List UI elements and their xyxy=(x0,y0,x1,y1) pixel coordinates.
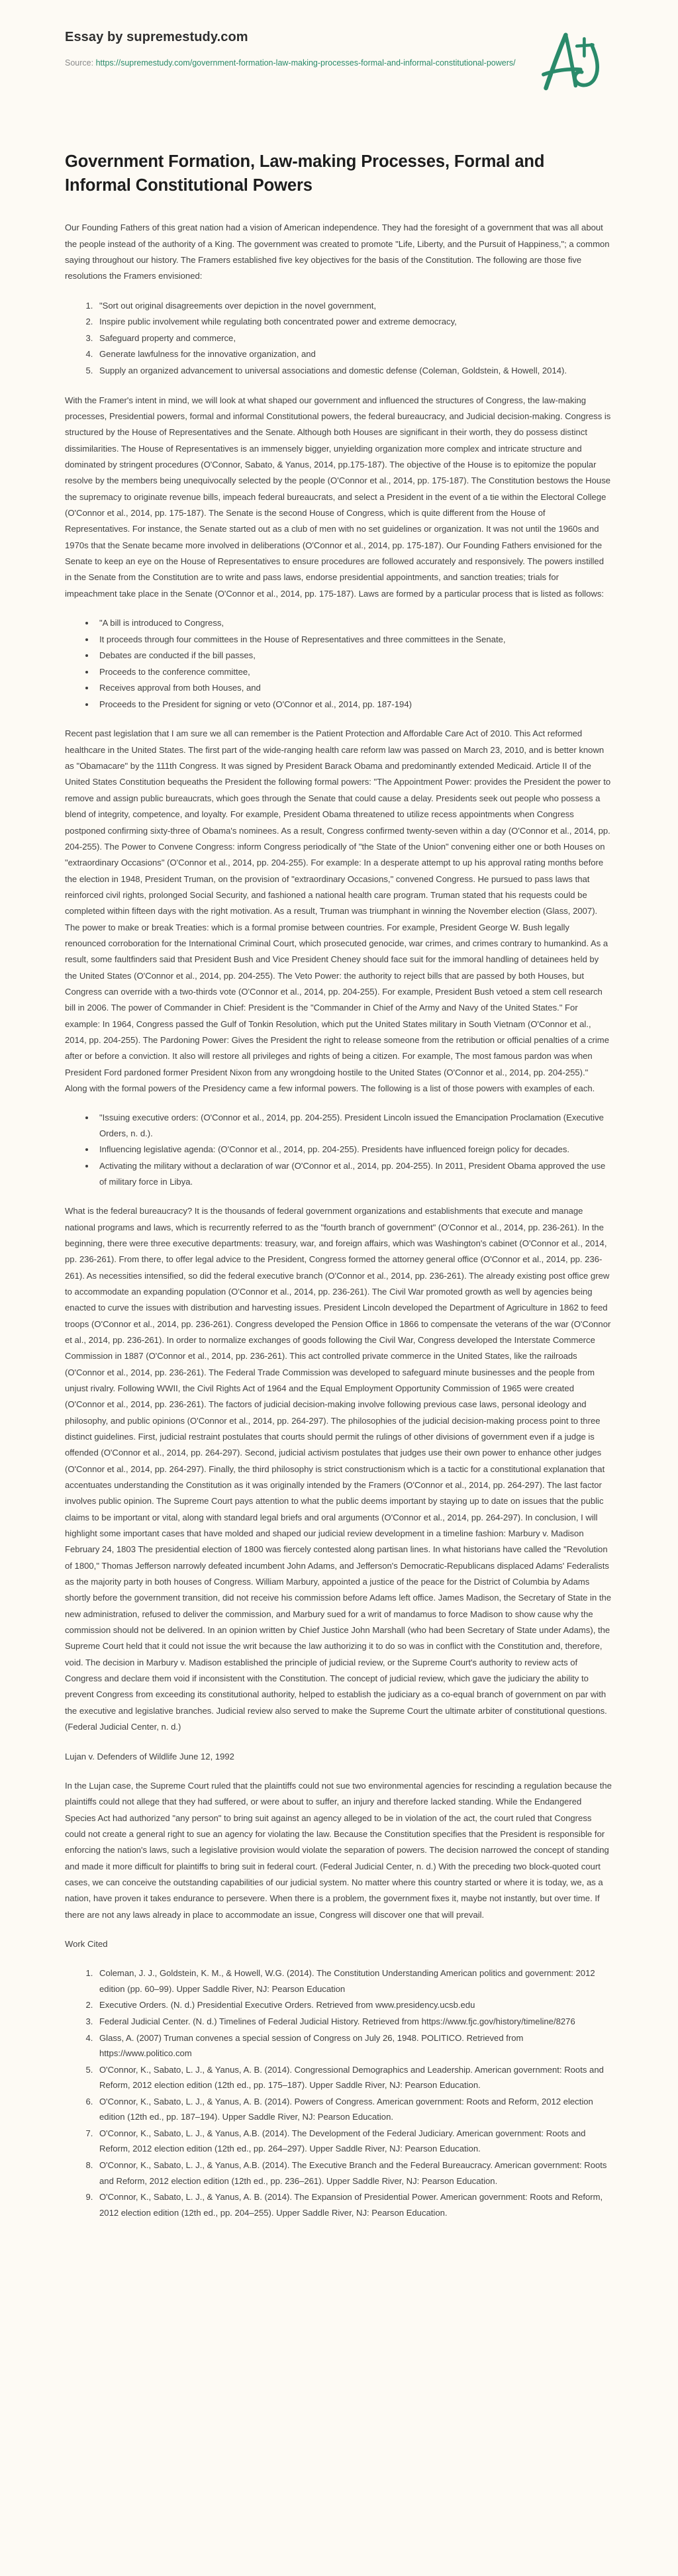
list-item: • "Issuing executive orders: (O'Connor et al., 2014, pp. 204-255). President Lincoln issued the Emancipation Proclamation (Executive Orders, n. d.). xyxy=(95,1110,612,1141)
list-item: • Activating the military without a declaration of war (O'Connor et al., 2014, pp. 204-255). In 2011, President Obama approved the use of military force in Libya. xyxy=(95,1158,612,1189)
list-item: 3. Safeguard property and commerce, xyxy=(95,330,612,346)
list-item: • "A bill is introduced to Congress, xyxy=(95,615,612,631)
lujan-case-heading: Lujan v. Defenders of Wildlife June 12, 1992 xyxy=(65,1751,234,1761)
reference-item: 1. Coleman, J. J., Goldstein, K. M., & Howell, W.G. (2014). The Constitution Understanding American politics and government: 2012 edition (pp. 60–99). Upper Saddle River, NJ: Pearson Education xyxy=(95,1965,612,1997)
article-body xyxy=(0,150,678,2220)
list-item: 2. Inspire public involvement while regulating both concentrated power and extreme democracy, xyxy=(95,314,612,330)
page-header xyxy=(0,0,678,98)
list-item: • Debates are conducted if the bill passes, xyxy=(95,648,612,664)
reference-item: 4. Glass, A. (2007) Truman convenes a special session of Congress on July 26, 1948. POLITICO. Retrieved from https://www.politico.com xyxy=(95,2030,612,2061)
source-url-link[interactable]: https://supremestudy.com/government-formation-law-making-processes-formal-and-informal-constitutional-powers/ xyxy=(95,58,516,68)
lawmaking-steps-list xyxy=(65,615,612,712)
page-title: Government Formation, Law-making Processes, Formal and Informal Constitutional Powers xyxy=(65,152,545,195)
source-label: Source: xyxy=(65,58,96,68)
reference-item: 5. O'Connor, K., Sabato, L. J., & Yanus, A. B. (2014). Congressional Demographics and Leadership. American government: Roots and Reform, 2012 election edition (12th ed., pp. 175–187). Upper Saddle River, NJ: Pearson Education. xyxy=(95,2062,612,2093)
list-item: • Proceeds to the President for signing or veto (O'Connor et al., 2014, pp. 187-194) xyxy=(95,697,612,713)
list-item: 1. "Sort out original disagreements over depiction in the novel government, xyxy=(95,298,612,314)
list-item: 5. Supply an organized advancement to universal associations and domestic defense (Coleman, Goldstein, & Howell, 2014). xyxy=(95,363,612,379)
reference-item: 6. O'Connor, K., Sabato, L. J., & Yanus, A. B. (2014). Powers of Congress. American government: Roots and Reform, 2012 election edition (12th ed., pp. 187–194). Upper Saddle River, NJ: Pearson Education. xyxy=(95,2094,612,2125)
reference-item: 7. O'Connor, K., Sabato, L. J., & Yanus, A.B. (2014). The Development of the Federal Judiciary. American government: Roots and Reform, 2012 election edition (12th ed., pp. 264–297). Upper Saddle River, NJ: Pearson Education. xyxy=(95,2126,612,2157)
reference-item: 8. O'Connor, K., Sabato, L. J., & Yanus, A.B. (2014). The Executive Branch and the Federal Bureaucracy. American government: Roots and Reform, 2012 election edition (12th ed., pp. 236–261). Upper Saddle River, NJ: Pearson Education. xyxy=(95,2157,612,2189)
paragraph-legislation: Recent past legislation that I am sure we all can remember is the Patient Protection and Affordable Care Act of 2010. This Act reformed healthcare in the United States. The first part of the wide-ranging health care reform law was passed on March 23, 2010, and is better known as "Obamacare" by the 111th Congress. It was signed by President Barack Obama and predominantly extended Medicaid. Article II of the United States Constitution bequeaths the President the following formal powers: "The Appointment Power: provides the President the power to remove and assign public bureaucrats, which goes through the Senate that could cause a delay. Presidents seek out people who possess a blend of integrity, competence, and loyalty. For example, President Obama threatened to utilize recess appointments when Congress postponed confirming sixty-three of Obama's nominees. As a result, Congress confirmed twenty-seven within a day (O'Connor et al., 2014, pp. 204-255). The Power to Convene Congress: inform Congress periodically of "the State of the Union" convening either one or both Houses on "extraordinary Occasions" (O'Connor et al., 2014, pp. 204-255). For example: In a desperate attempt to up his approval rating months before the election in 1948, President Truman, on the provision of "extraordinary Occasions," convened Congress. He pursued to pass laws that reinforced civil rights, prolonged Social Security, and fashioned a national health care program. Truman stated that his requests could be completed within fifteen days with the right motivation. As a result, Truman was triumphant in winning the November election (Glass, 2007). The power to make or break Treaties: which is a formal promise between countries. For example, President George W. Bush legally renounced corroboration for the International Criminal Court, which prosecuted genocide, war crimes, and crimes contrary to humankind. As a result, some faultfinders said that President Bush and Vice President Cheney should face suit for the immoral handling of detainees held by the United States (O'Connor et al., 2014, pp. 204-255). The Veto Power: the authority to reject bills that are passed by both Houses, but Congress can override with a two-thirds vote (O'Connor et al., 2014, pp. 204-255). For example, President Bush vetoed a stem cell research bill in 2006. The power of Commander in Chief: President is the "Commander in Chief of the Army and Navy of the United States." For example: In 1964, Congress passed the Gulf of Tonkin Resolution, which put the United States military in South Vietnam (O'Connor et al., 2014, pp. 204-255). The Pardoning Power: Gives the President the right to release someone from the retribution or official penalties of a crime after or before a conviction. It also will restore all privileges and rights of being a citizen. For example, The most famous pardon was when President Ford pardoned former President Nixon from any wrongdoing hostile to the United States (O'Connor et al., 2014, pp. 204-255)." Along with the formal powers of the Presidency came a few informal powers. The following is a list of those powers with examples of each. xyxy=(65,728,611,1093)
list-item: • It proceeds through four committees in the House of Representatives and three committees in the Senate, xyxy=(95,632,612,648)
works-cited-heading: Work Cited xyxy=(65,1938,108,1949)
reference-item: 2. Executive Orders. (N. d.) Presidential Executive Orders. Retrieved from www.presidency.ucsb.edu xyxy=(95,1997,612,2013)
framers-objectives-list xyxy=(65,298,612,379)
brand-title: Essay by supremestudy.com xyxy=(65,30,248,44)
a-plus-logo-icon xyxy=(532,24,606,98)
list-item: • Influencing legislative agenda: (O'Connor et al., 2014, pp. 204-255). Presidents have influenced foreign policy for decades. xyxy=(95,1142,612,1158)
source-line xyxy=(65,56,528,71)
list-item: • Receives approval from both Houses, and xyxy=(95,680,612,696)
list-item: 4. Generate lawfulness for the innovative organization, and xyxy=(95,346,612,362)
paragraph-lujan: In the Lujan case, the Supreme Court ruled that the plaintiffs could not sue two environmental agencies for rescinding a regulation because the plaintiffs could not allege that they had suffered, or were about to suffer, an injury and therefore lacked standing. While the Endangered Species Act had authorized "any person" to bring suit against an agency alleged to be in violation of the act, the court ruled that Congress could not create a general right to sue an agency for violating the law. Because the Constitution specifies that the President is responsible for enforcing the nation's laws, such a legislative provision would violate the separation of powers. The decision narrowed the concept of standing and made it more difficult for plaintiffs to bring suit in federal court. (Federal Judicial Center, n. d.) With the preceding two block-quoted court cases, we can conceive the outstanding capabilities of our judicial system. No matter where this country started or where it is today, we, as a nation, have proven it takes endurance to persevere. When there is a problem, the government fixes it, maybe not instantly, but over time. If there are not any laws already in place to accommodate an issue, Congress will discover one that will prevail. xyxy=(65,1780,612,1920)
paragraph-congress: With the Framer's intent in mind, we will look at what shaped our government and influenced the structures of Congress, the law-making processes, Presidential powers, formal and informal Constitutional powers, the federal bureaucracy, and Judicial decision-making. Congress is structured by the House of Representatives and the Senate. Although both Houses are significant in their worth, they do possess distinct dissimilarities. The House of Representatives is an immensely bigger, unyielding organization more complex and intricate structure and dominated by stringent procedures (O'Connor, Sabato, & Yanus, 2014, pp.175-187). The objective of the House is to epitomize the popular resolve by the members being unequivocally selected by the people (O'Connor et al., 2014, pp. 175-187). The Constitution bestows the House the supremacy to originate revenue bills, impeach federal bureaucrats, and select a President in the event of a tie within the Electoral College (O'Connor et al., 2014, pp. 175-187). The Senate is the second House of Congress, which is quite different from the House of Representatives. For instance, the Senate started out as a club of men with no set guidelines or organization. It was not until the 1960s and 1970s that the Senate became more involved in deliberations (O'Connor et al., 2014, pp. 175-187). Our Founding Fathers envisioned for the Senate to keep an eye on the House of Representatives to ensure procedures are followed accurately and responsively. The powers instilled in the Senate from the Constitution are to write and pass laws, endorse presidential appointments, and sanction treaties; trials for impeachment take place in the Senate (O'Connor et al., 2014, pp. 175-187). Laws are formed by a particular process that is listed as follows: xyxy=(65,395,611,599)
list-item: • Proceeds to the conference committee, xyxy=(95,664,612,680)
reference-item: 3. Federal Judicial Center. (N. d.) Timelines of Federal Judicial History. Retrieved from https://www.fjc.gov/history/timeline/8276 xyxy=(95,2014,612,2030)
reference-item: 9. O'Connor, K., Sabato, L. J., & Yanus, A. B. (2014). The Expansion of Presidential Power. American government: Roots and Reform, 2012 election edition (12th ed., pp. 204–255). Upper Saddle River, NJ: Pearson Education. xyxy=(95,2189,612,2220)
informal-powers-list xyxy=(65,1110,612,1189)
paragraph-bureaucracy: What is the federal bureaucracy? It is the thousands of federal government organizations and establishments that execute and manage national programs and laws, which is recurrently referred to as the "fourth branch of government" (O'Connor et al., 2014, pp. 236-261). In the beginning, there were three executive departments: treasury, war, and foreign affairs, which was Washington's cabinet (O'Connor et al., 2014, pp. 236-261). From there, to offer legal advice to the President, Congress formed the attorney general office (O'Connor et al., 2014, pp. 236-261). As necessities intensified, so did the federal executive branch (O'Connor et al., 2014, pp. 236-261). The already existing post office grew to accommodate an expanding population (O'Connor et al., 2014, pp. 236-261). The Civil War promoted growth as well by agencies being enacted to curve the issues with distribution and harvesting issues. President Lincoln developed the Department of Agriculture in 1862 to feed troops (O'Connor et al., 2014, pp. 236-261). Congress developed the Pension Office in 1866 to compensate the veterans of the war (O'Connor et al., 2014, pp. 236-261). In order to normalize exchanges of goods following the Civil War, Congress developed the Interstate Commerce Commission in 1887 (O'Connor et al., 2014, pp. 236-261). This act controlled private commerce in the United States, like the railroads (O'Connor et al., 2014, pp. 236-261). The Federal Trade Commission was developed to safeguard minute businesses and the people from unjust rivalry. Following WWII, the Civil Rights Act of 1964 and the Equal Employment Opportunity Commission of 1965 were created (O'Connor et al., 2014, pp. 236-261). The factors of judicial decision-making involve following previous case laws, personal ideology and philosophy, and public opinions (O'Connor et al., 2014, pp. 264-297). The philosophies of the judicial decision-making process point to three distinct guidelines. First, judicial restraint postulates that courts should permit the rulings of other divisions of government even if a judge is offended (O'Connor et al., 2014, pp. 264-297). Second, judicial activism postulates that judges use their own power to enhance other judges (O'Connor et al., 2014, pp. 264-297). Finally, the third philosophy is strict constructionism which is a tactic for a constitutional explanation that accentuates understanding the Constitution as it was originally intended by the Framers (O'Connor et al., 2014, pp. 264-297). The last factor involves public opinion. The Supreme Court pays attention to what the public deems important by staying up to date on issues that the public claims to be important or vital, along with standard legal briefs and oral arguments (O'Connor et al., 2014, pp. 264-297). In conclusion, I will highlight some important cases that have molded and shaped our judicial review development in a timeline fashion: Marbury v. Madison February 24, 1803 The presidential election of 1800 was fiercely contested along partisan lines. In what historians have called the "Revolution of 1800," Thomas Jefferson narrowly defeated incumbent John Adams, and Jefferson's Democratic-Republicans displaced Adams' Federalists as the majority party in both houses of Congress. William Marbury, appointed a justice of the peace for the District of Columbia by Adams shortly before the government transition, did not receive his commission before Adams left office. James Madison, the Secretary of State in the new administration, refused to deliver the commission, and Marbury sued for a writ of mandamus to force Madison to show cause why the commission should not be delivered. In an opinion written by Chief Justice John Marshall (who had been Secretary of State under Adams), the Supreme Court held that it could not issue the writ because the law authorizing it to do so was in conflict with the Constitution and, therefore, void. The decision in Marbury v. Madison established the principle of judicial review, or the Supreme Court's authority to review acts of Congress and declare them void if inconsistent with the Constitution. The concept of judicial review, which gave the judiciary the ability to prevent Congress from exceeding its constitutional authority, helped to establish the judiciary as a co-equal branch of government on par with the executive and legislative branches. Judicial review also served to make the Supreme Court the ultimate arbiter of constitutional questions. (Federal Judicial Center, n. d.) xyxy=(65,1206,612,1732)
paragraph-intro: Our Founding Fathers of this great nation had a vision of American independence. They had the foresight of a government that was all about the people instead of the authority of a King. The government was created to promote "Life, Liberty, and the Pursuit of Happiness,"; a common saying throughout our history. The Framers established five key objectives for the basis of the Constitution. The following are those five resolutions the Framers envisioned: xyxy=(65,223,610,281)
works-cited-list xyxy=(65,1965,612,2220)
header-text-block xyxy=(65,29,528,71)
